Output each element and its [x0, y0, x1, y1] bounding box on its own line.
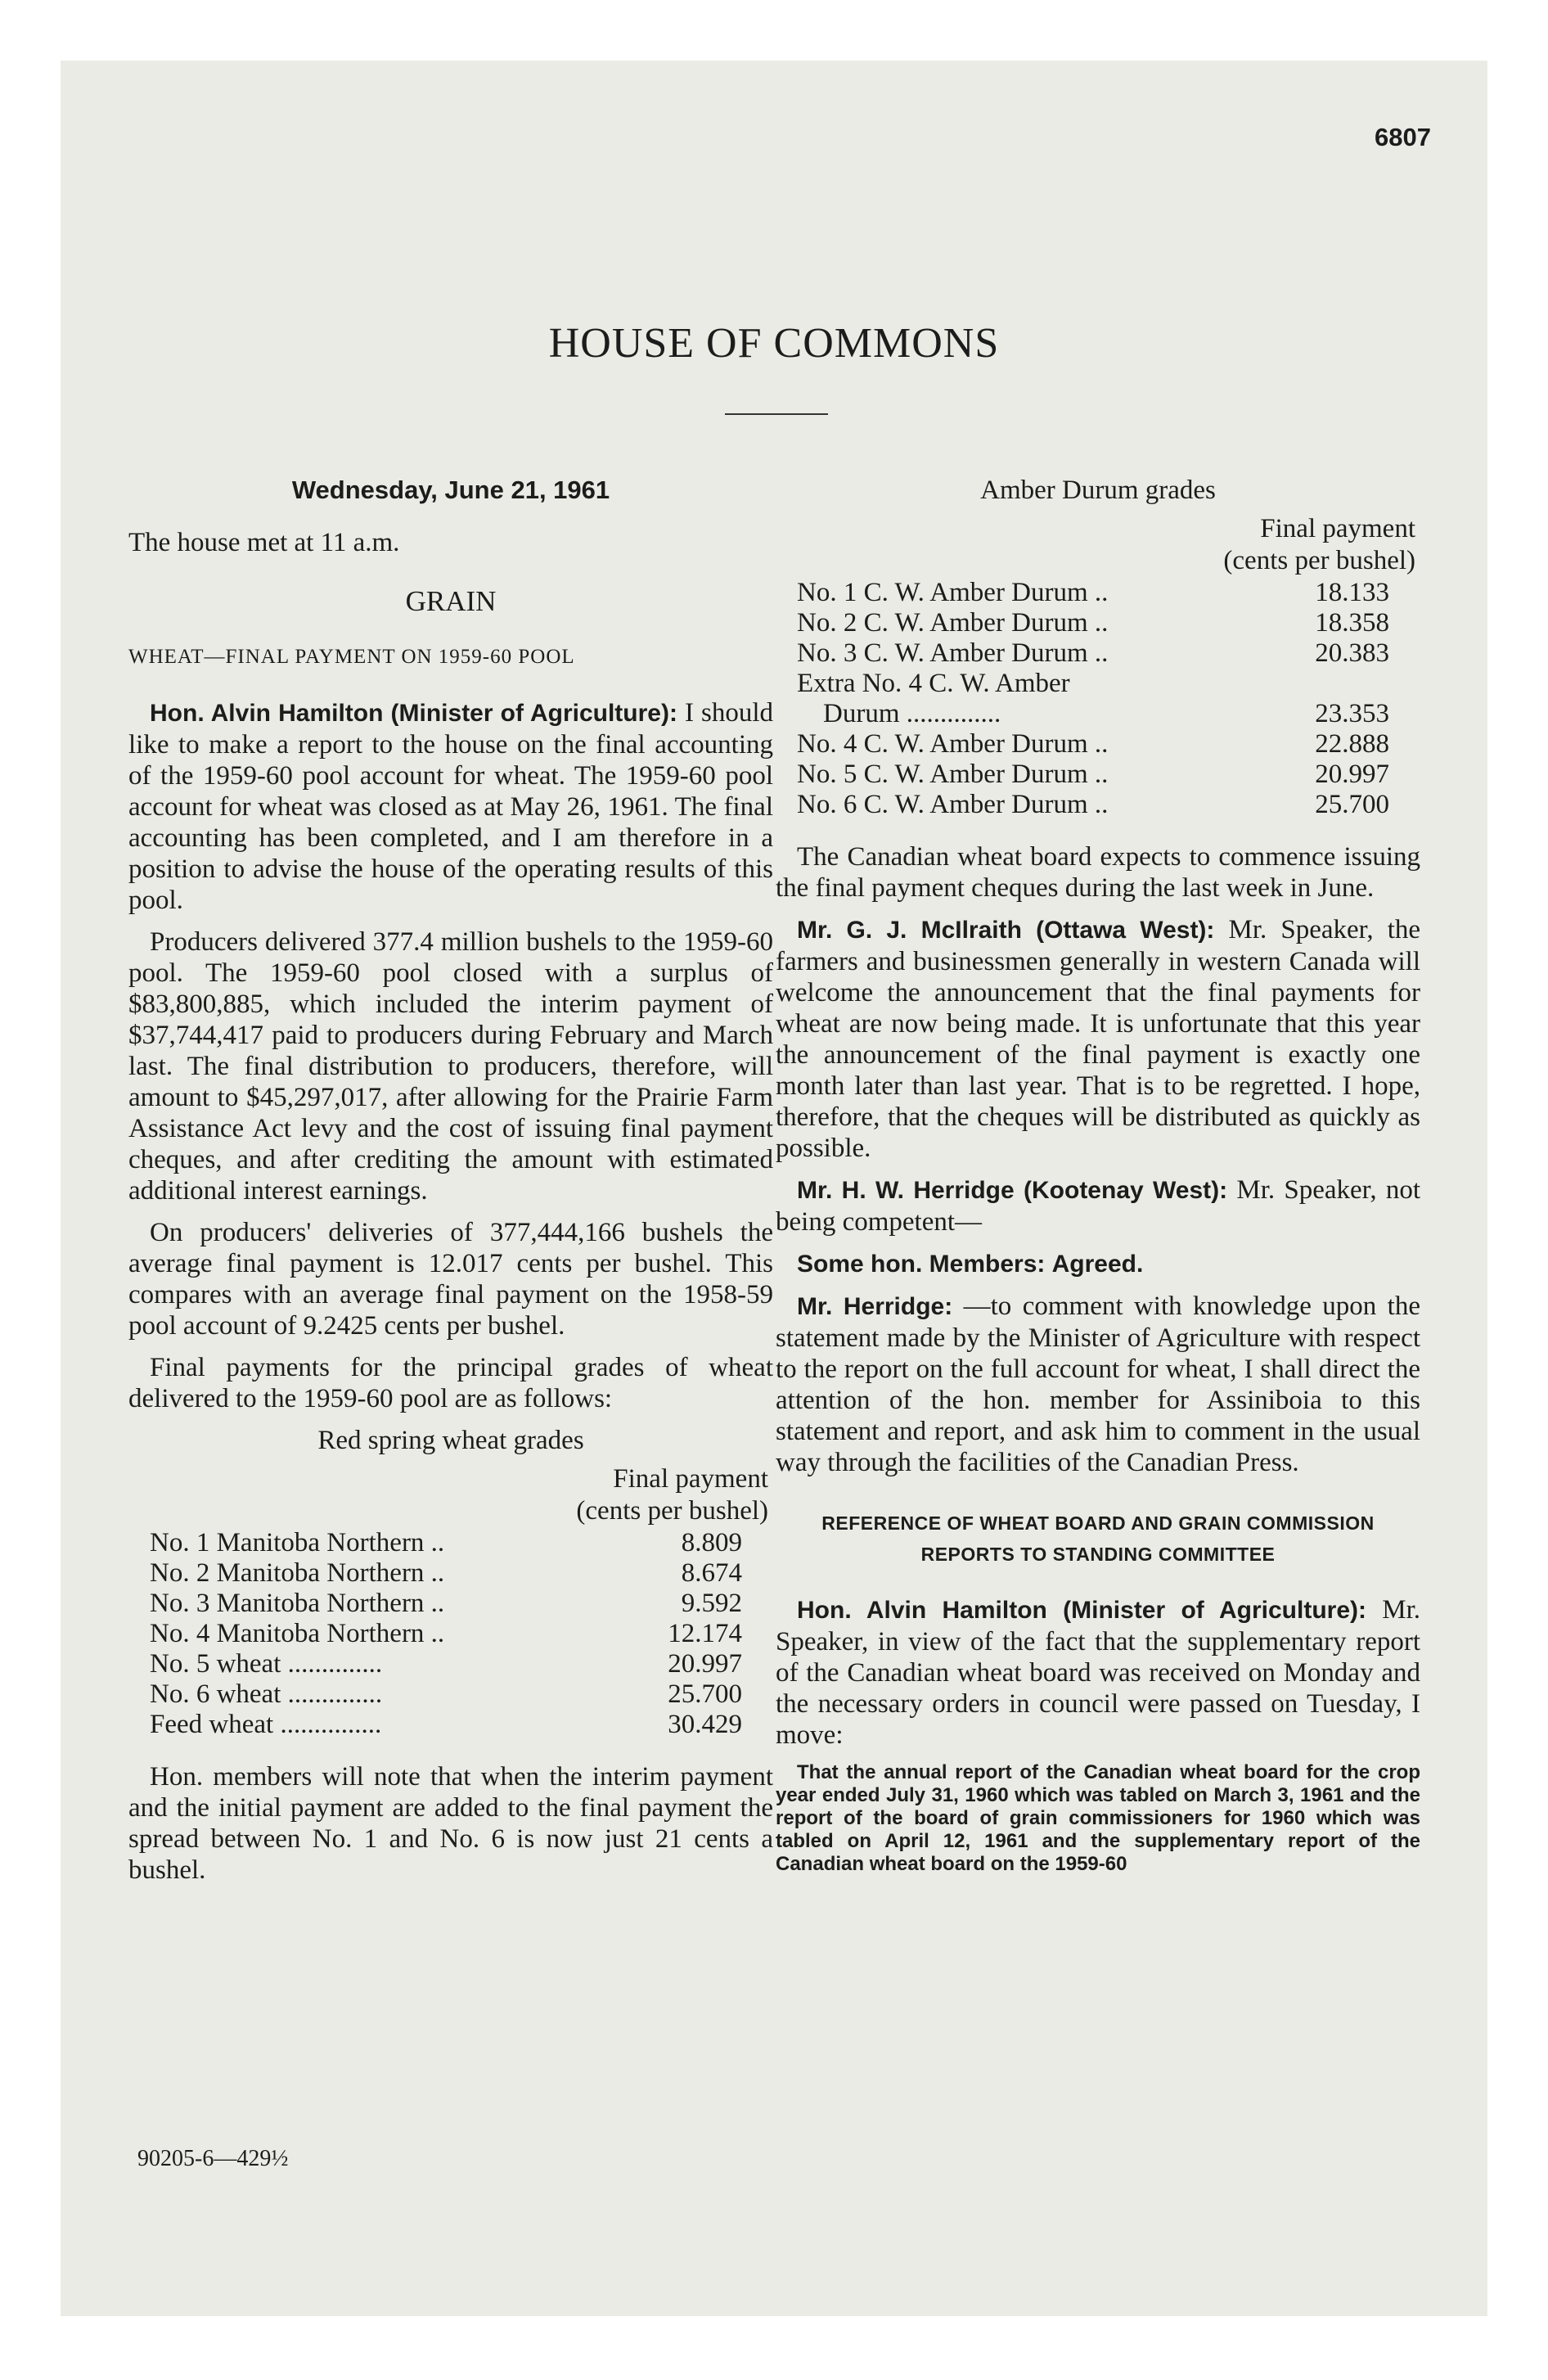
speech-paragraph: [128, 697, 773, 916]
table-header-units: (cents per bushel): [576, 1496, 768, 1526]
red-spring-table: [128, 1425, 773, 1740]
speech-paragraph: Producers delivered 377.4 million bushels to the 1959-60 pool. The 1959-60 pool closed with a surplus of $83,800,885, which included the interim payment of $37,744,417 paid to producers during February and March last. The final distribution to producers, therefore, will amount to $45,297,017, after allowing for the Prairie Farm Assistance Act levy and the cost of issuing final payment cheques, and after crediting the amount with estimated additional interest earnings.: [128, 927, 773, 1206]
table-row: [776, 790, 1420, 820]
table-row: [128, 1679, 773, 1710]
row-value: 22.888: [1315, 729, 1389, 759]
left-column: [128, 475, 773, 1896]
row-value: 18.358: [1315, 608, 1389, 638]
table-row: [128, 1649, 773, 1679]
row-label: No. 4 Manitoba Northern ..: [150, 1619, 445, 1648]
section-title: GRAIN: [405, 585, 497, 617]
row-label: No. 3 C. W. Amber Durum ..: [797, 638, 1109, 668]
table-row: [128, 1528, 773, 1558]
table-row: [776, 638, 1420, 669]
row-value: 9.592: [681, 1589, 742, 1618]
speech-paragraph: [776, 1174, 1420, 1237]
page-header: HOUSE OF COMMONS: [548, 320, 1000, 367]
row-value: 20.997: [1315, 760, 1389, 789]
section-heading: REFERENCE OF WHEAT BOARD AND GRAIN COMMISSION REPORTS TO STANDING COMMITTEE: [821, 1512, 1375, 1565]
row-label: No. 4 C. W. Amber Durum ..: [797, 729, 1109, 759]
speech-paragraph: [776, 1594, 1420, 1751]
table-row: [776, 699, 1420, 729]
table-row: [776, 760, 1420, 790]
table-row: [776, 578, 1420, 608]
table-title: Amber Durum grades: [980, 476, 1216, 505]
table-header: Final payment: [613, 1464, 768, 1494]
speech-text: Agreed.: [1051, 1251, 1144, 1278]
table-row: [776, 608, 1420, 638]
speaker-name: Mr. Herridge:: [797, 1293, 953, 1320]
speech-text: Mr. Speaker, in view of the fact that the supplementary report of the Canadian wheat board was received on Monday and the necessary orders in council were passed on Tuesday, I move:: [776, 1595, 1420, 1750]
speaker-name: Hon. Alvin Hamilton (Minister of Agriculture):: [150, 700, 677, 727]
header-rule: [725, 413, 828, 415]
sitting-date: Wednesday, June 21, 1961: [291, 476, 610, 504]
row-label: No. 5 C. W. Amber Durum ..: [797, 760, 1109, 789]
row-value: 12.174: [668, 1619, 742, 1648]
row-label: Durum ..............: [823, 699, 1001, 728]
speech-paragraph: Hon. members will note that when the interim payment and the initial payment are added to the final payment the spread between No. 1 and No. 6 is now just 21 cents a bushel.: [128, 1762, 773, 1885]
speech-text: Mr. Speaker, the farmers and businessmen generally in western Canada will welcome the announcement that the final payments for wheat are now being made. It is unfortunate that this year the announcement of the final payment is exactly one month later than last year. That is to be regretted. I hope, therefore, that the cheques will be distributed as quickly as possible.: [776, 915, 1421, 1163]
row-value: 8.674: [681, 1558, 742, 1588]
right-column: [776, 475, 1420, 1876]
row-value: 18.133: [1315, 578, 1389, 607]
amber-durum-table: [776, 475, 1420, 820]
speech-text: —to comment with knowledge upon the statement made by the Minister of Agriculture with respect to the report on the full account for wheat, I shall direct the attention of the hon. member for Assiniboia to this statement and report, and ask him to comment in the usual way through the facilities of the Canadian Press.: [776, 1291, 1420, 1477]
table-row: [128, 1589, 773, 1619]
row-value: 23.353: [1315, 699, 1389, 728]
speaker-name: Mr. G. J. McIlraith (Ottawa West):: [797, 917, 1215, 944]
row-value: 25.700: [1315, 790, 1389, 819]
row-label: No. 6 wheat ..............: [150, 1679, 383, 1709]
motion-text: That the annual report of the Canadian wheat board for the crop year ended July 31, 1960 which was tabled on March 3, 1961 and the report of the board of grain commissioners for 1960 which was tabled on April 12, 1961 and the supplementary report of the Canadian wheat board on the 1959-60: [776, 1761, 1420, 1875]
speech-paragraph: On producers' deliveries of 377,444,166 bushels the average final payment is 12.017 cents per bushel. This compares with an average final payment on the 1958-59 pool account of 9.2425 cents per bushel.: [128, 1218, 773, 1341]
speech-paragraph: [776, 1248, 1420, 1280]
row-label: No. 3 Manitoba Northern ..: [150, 1589, 445, 1618]
page-number: 6807: [1375, 123, 1431, 151]
row-value: 25.700: [668, 1679, 742, 1709]
table-row: [128, 1710, 773, 1740]
table-row-wrapped-label: Extra No. 4 C. W. Amber: [797, 669, 1070, 698]
row-label: No. 2 Manitoba Northern ..: [150, 1558, 445, 1588]
speaker-name: Hon. Alvin Hamilton (Minister of Agriculture):: [797, 1597, 1366, 1624]
speaker-name: Some hon. Members:: [797, 1251, 1046, 1278]
row-label: No. 6 C. W. Amber Durum ..: [797, 790, 1109, 819]
speech-text: Mr. Speaker, not being competent—: [776, 1175, 1420, 1237]
row-label: Feed wheat ...............: [150, 1710, 382, 1739]
row-value: 8.809: [681, 1528, 742, 1557]
speech-text: I should like to make a report to the house on the final accounting of the 1959-60 pool account for wheat. The 1959-60 pool account for wheat was closed as at May 26, 1961. The final accounting has been completed, and I am therefore in a position to advise the house of the operating results of this pool.: [128, 698, 774, 915]
table-row: [128, 1558, 773, 1589]
speech-paragraph: [776, 1291, 1420, 1478]
subsection-title: WHEAT—FINAL PAYMENT ON 1959-60 POOL: [128, 646, 575, 668]
row-label: No. 1 Manitoba Northern ..: [150, 1528, 445, 1557]
speech-paragraph: The Canadian wheat board expects to commence issuing the final payment cheques during the last week in June.: [776, 842, 1420, 903]
footer-code: 90205-6—429½: [137, 2146, 289, 2171]
row-label: No. 2 C. W. Amber Durum ..: [797, 608, 1109, 638]
row-label: No. 1 C. W. Amber Durum ..: [797, 578, 1109, 607]
speech-paragraph: [776, 914, 1420, 1164]
table-header: Final payment: [1260, 514, 1415, 543]
speaker-name: Mr. H. W. Herridge (Kootenay West):: [797, 1177, 1228, 1204]
row-value: 20.383: [1315, 638, 1389, 668]
row-value: 30.429: [668, 1710, 742, 1739]
table-title: Red spring wheat grades: [317, 1426, 584, 1455]
row-value: 20.997: [668, 1649, 742, 1679]
house-met: The house met at 11 a.m.: [128, 528, 400, 557]
table-row: [776, 729, 1420, 760]
table-header-units: (cents per bushel): [1223, 546, 1415, 575]
speech-paragraph: Final payments for the principal grades of wheat delivered to the 1959-60 pool are as follows:: [128, 1353, 773, 1413]
row-label: No. 5 wheat ..............: [150, 1649, 383, 1679]
table-row: [128, 1619, 773, 1649]
